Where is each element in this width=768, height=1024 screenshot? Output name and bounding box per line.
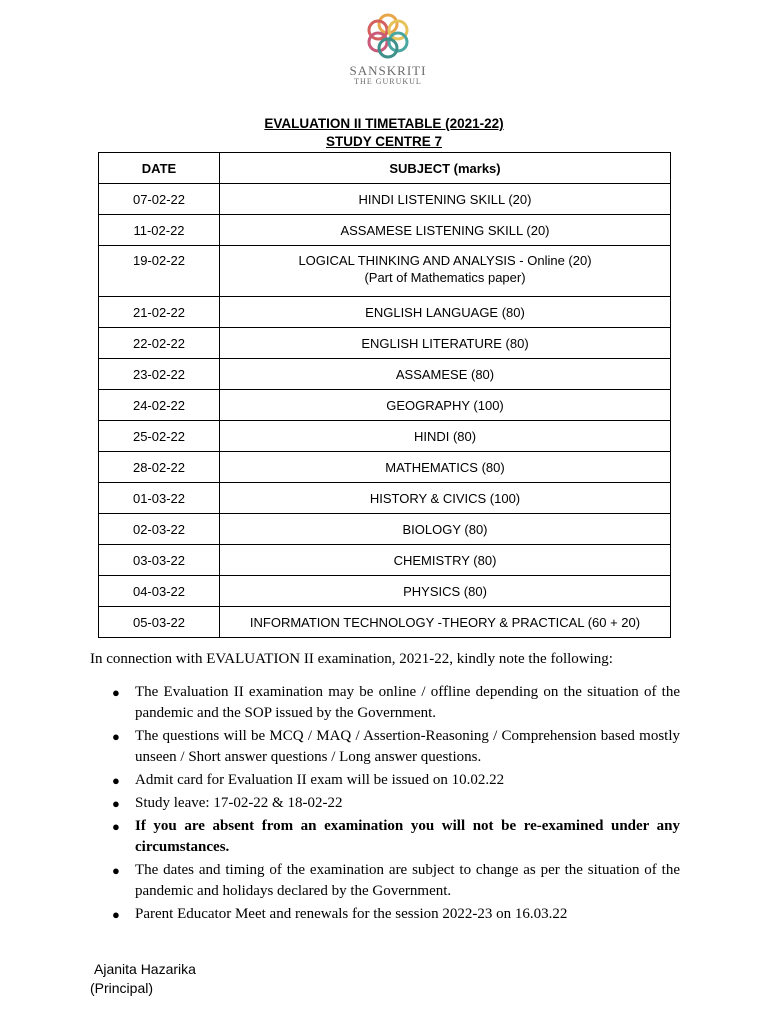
table-row: [99, 483, 671, 514]
subject-cell: HISTORY & CIVICS (100): [220, 483, 671, 514]
logo-name: SANSKRITI: [349, 63, 427, 78]
table-row: [99, 514, 671, 545]
note-text: Parent Educator Meet and renewals for the session 2022-23 on 16.03.22: [135, 906, 568, 922]
note-text: Study leave: 17-02-22 & 18-02-22: [135, 795, 343, 811]
subject-cell: GEOGRAPHY (100): [220, 390, 671, 421]
subject-cell: HINDI LISTENING SKILL (20): [220, 184, 671, 215]
bullet-icon: ●: [112, 819, 120, 834]
subject-cell: HINDI (80): [220, 421, 671, 452]
table-row: [99, 576, 671, 607]
date-cell: 23-02-22: [99, 359, 220, 390]
table-row: [99, 545, 671, 576]
table-row: [99, 390, 671, 421]
bullet-icon: ●: [112, 796, 120, 811]
date-cell: 02-03-22: [99, 514, 220, 545]
subject-header: SUBJECT (marks): [220, 153, 671, 184]
date-cell: 07-02-22: [99, 184, 220, 215]
note-item: [90, 726, 680, 768]
study-centre-title: STUDY CENTRE 7: [325, 134, 443, 149]
note-text: The Evaluation II examination may be online / offline depending on the situation of the pandemic and the SOP issued by the Government.: [135, 684, 680, 721]
notes-intro: In connection with EVALUATION II examination, 2021-22, kindly note the following:: [90, 651, 613, 667]
notes-list: [90, 682, 680, 925]
note-text: Admit card for Evaluation II exam will be issued on 10.02.22: [135, 772, 505, 788]
subject-note: (Part of Mathematics paper): [364, 270, 526, 285]
subject-cell: CHEMISTRY (80): [220, 545, 671, 576]
note-item: [90, 904, 680, 925]
signatory-role: (Principal): [90, 980, 154, 996]
date-cell: 22-02-22: [99, 328, 220, 359]
date-cell: 24-02-22: [99, 390, 220, 421]
note-text: The questions will be MCQ / MAQ / Assertion-Reasoning / Comprehension based mostly unseen / Short answer questions / Long answer questions.: [135, 728, 680, 765]
subject-line: LOGICAL THINKING AND ANALYSIS - Online (20): [298, 253, 592, 268]
table-row: [99, 328, 671, 359]
school-logo: [338, 10, 438, 102]
flower-of-life-icon: [362, 10, 414, 62]
bullet-icon: ●: [112, 685, 120, 700]
date-cell: 11-02-22: [99, 215, 220, 246]
note-item: [90, 793, 680, 814]
note-item: [90, 682, 680, 724]
signature-block: [90, 960, 196, 998]
logo-subtitle: THE GURUKUL: [354, 77, 422, 86]
table-row: [99, 184, 671, 215]
subject-cell: ASSAMESE LISTENING SKILL (20): [220, 215, 671, 246]
page-title: EVALUATION II TIMETABLE (2021-22): [264, 116, 504, 131]
date-cell: 03-03-22: [99, 545, 220, 576]
subject-cell: MATHEMATICS (80): [220, 452, 671, 483]
note-item: [90, 770, 680, 791]
bullet-icon: ●: [112, 729, 120, 744]
subject-cell: ENGLISH LITERATURE (80): [220, 328, 671, 359]
subject-cell: PHYSICS (80): [220, 576, 671, 607]
subject-cell: BIOLOGY (80): [220, 514, 671, 545]
signatory-name: Ajanita Hazarika: [94, 961, 196, 977]
timetable: [98, 152, 671, 638]
date-cell: 05-03-22: [99, 607, 220, 638]
table-row: [99, 246, 671, 297]
bullet-icon: ●: [112, 907, 120, 922]
note-text: If you are absent from an examination you will not be re-examined under any circumstances.: [135, 818, 680, 855]
date-header: DATE: [99, 153, 220, 184]
bullet-icon: ●: [112, 863, 120, 878]
table-row: [99, 297, 671, 328]
table-row: [99, 359, 671, 390]
date-cell: 01-03-22: [99, 483, 220, 514]
table-row: [99, 452, 671, 483]
note-item: [90, 860, 680, 902]
table-row: [99, 607, 671, 638]
subject-cell: [220, 246, 671, 297]
note-text: The dates and timing of the examination are subject to change as per the situation of the pandemic and holidays declared by the Government.: [135, 862, 680, 899]
date-cell: 28-02-22: [99, 452, 220, 483]
table-header-row: [99, 153, 671, 184]
table-row: [99, 215, 671, 246]
date-cell: 19-02-22: [99, 246, 220, 297]
subject-cell: INFORMATION TECHNOLOGY -THEORY & PRACTICAL (60 + 20): [220, 607, 671, 638]
note-item-warning: [90, 816, 680, 858]
subject-cell: ASSAMESE (80): [220, 359, 671, 390]
bullet-icon: ●: [112, 773, 120, 788]
date-cell: 04-03-22: [99, 576, 220, 607]
date-cell: 21-02-22: [99, 297, 220, 328]
date-cell: 25-02-22: [99, 421, 220, 452]
subject-cell: ENGLISH LANGUAGE (80): [220, 297, 671, 328]
table-row: [99, 421, 671, 452]
notes-section: [90, 649, 680, 927]
